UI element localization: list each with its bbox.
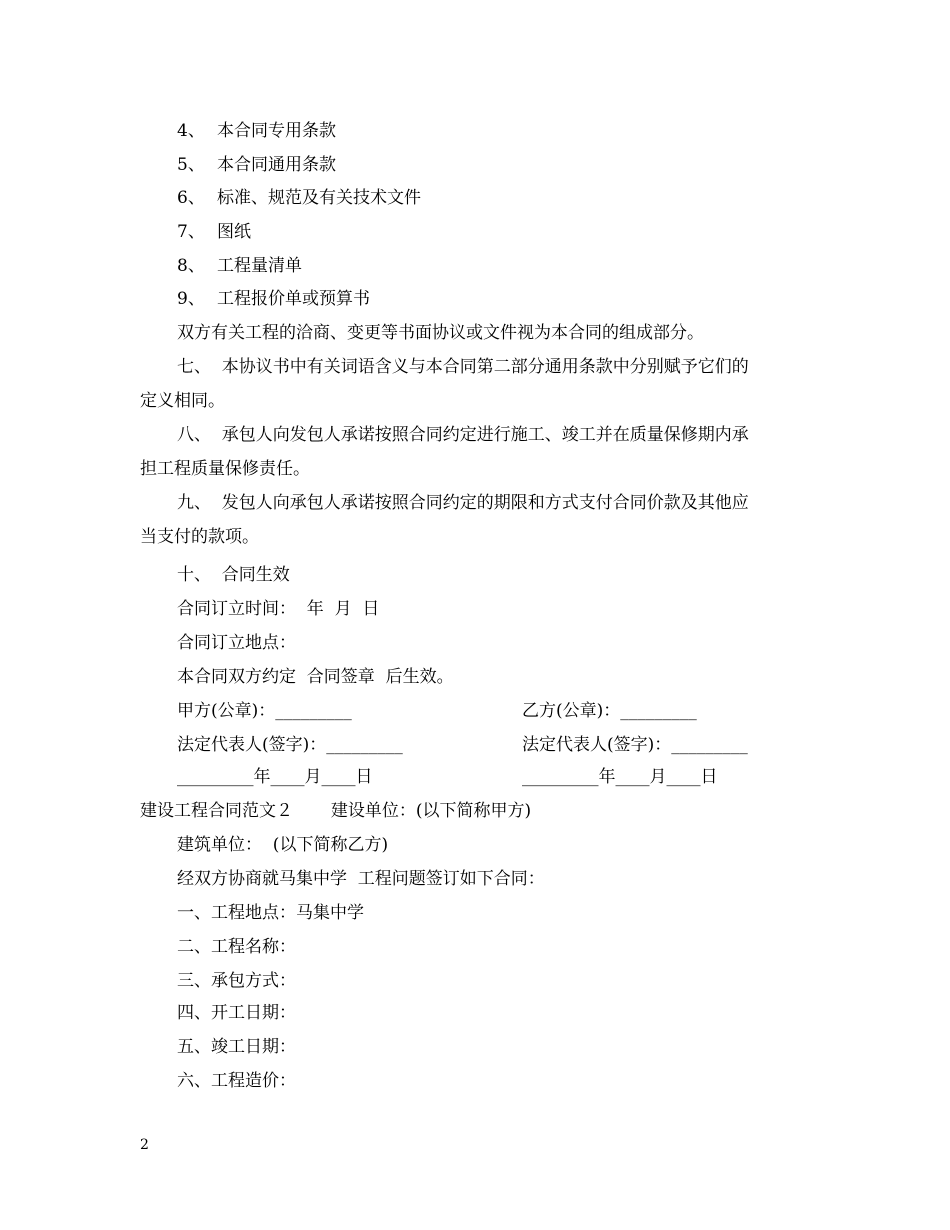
party-a-date: _________年____月____日 (177, 767, 373, 787)
party-a-seal: 甲方(公章)：_________ (177, 701, 352, 721)
list-item: 六、工程造价： (177, 1071, 296, 1091)
list-item: 四、开工日期： (177, 1003, 296, 1023)
list-item: 一、工程地点：马集中学 (177, 903, 364, 923)
list-item: 二、工程名称： (177, 937, 296, 957)
negotiation-line: 经双方协商就马集中学 工程问题签订如下合同： (177, 869, 545, 889)
list-item: 9、 工程报价单或预算书 (177, 289, 370, 309)
effective-clause: 本合同双方约定 合同签章 后生效。 (177, 667, 454, 687)
party-b-date: _________年____月____日 (522, 767, 718, 787)
clause-10: 十、 合同生效 (177, 565, 290, 585)
paragraph-composition: 双方有关工程的洽商、变更等书面协议或文件视为本合同的组成部分。 (177, 323, 704, 343)
contract-2-title: 建设工程合同范文２ 建设单位：(以下简称甲方) (140, 801, 532, 821)
list-item: 五、竣工日期： (177, 1037, 296, 1057)
list-item: 5、 本合同通用条款 (177, 155, 336, 175)
party-b-representative: 法定代表人(签字)：_________ (522, 735, 748, 755)
list-item: 三、承包方式： (177, 971, 296, 991)
clause-8-line1: 八、 承包人向发包人承诺按照合同约定进行施工、竣工并在质量保修期内承 (177, 425, 749, 445)
party-b-seal: 乙方(公章)：_________ (522, 701, 697, 721)
clause-7-line1: 七、 本协议书中有关词语含义与本合同第二部分通用条款中分别赋予它们的 (177, 357, 749, 377)
list-item: 7、 图纸 (177, 222, 251, 242)
list-item: 8、 工程量清单 (177, 256, 302, 276)
list-item: 6、 标准、规范及有关技术文件 (177, 188, 421, 208)
clause-9-line2: 当支付的款项。 (140, 527, 259, 547)
party-a-representative: 法定代表人(签字)：_________ (177, 735, 403, 755)
clause-8-line2: 担工程质量保修责任。 (140, 459, 310, 479)
builder-line: 建筑单位： (以下简称乙方) (177, 835, 389, 855)
sign-time: 合同订立时间： 年 月 日 (177, 599, 380, 619)
page-number: 2 (140, 1137, 149, 1153)
clause-9-line1: 九、 发包人向承包人承诺按照合同约定的期限和方式支付合同价款及其他应 (177, 493, 749, 513)
clause-7-line2: 定义相同。 (140, 391, 225, 411)
list-item: 4、 本合同专用条款 (177, 121, 336, 141)
sign-place: 合同订立地点： (177, 633, 296, 653)
